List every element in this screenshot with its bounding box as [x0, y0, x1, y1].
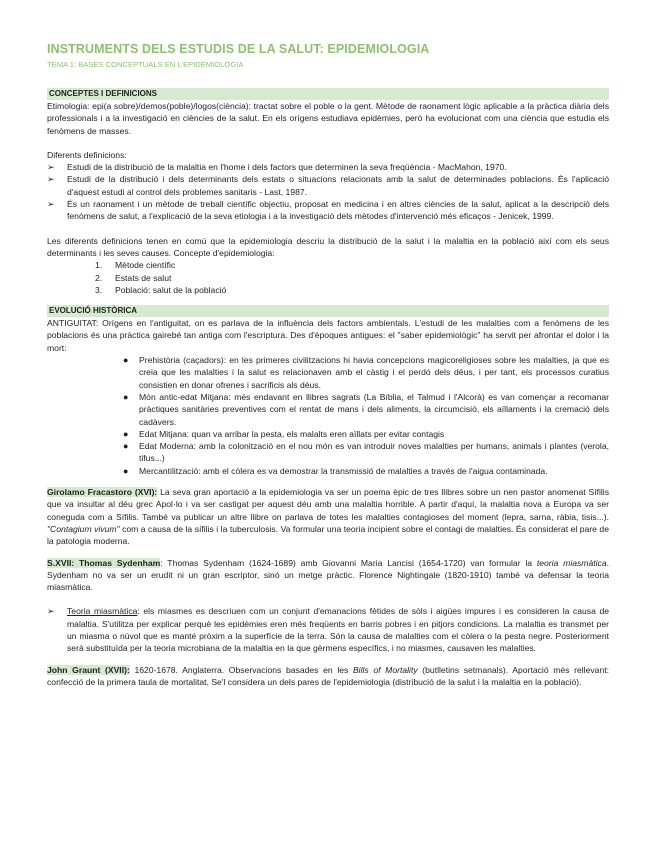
arrow-bullet-icon: ➢ — [47, 162, 55, 173]
list-item: ● Edat Moderna: amb la colonització en el nou món es van introduir noves malalties per humans, animals i plantes (verola, tifus...) — [123, 441, 609, 464]
list-item: ● Món antic-edat Mitjana: més endavant en llibres sagrats (La Bíblia, el Talmud i l'Alcorà) es van començar a recomanar pràctiques sanitàries preventives com el rentat de mans i dels aliments, la circumcisió, els aïllaments i la cremació dels cadàvers. — [123, 391, 609, 427]
document-subtitle: TEMA 1: BASES CONCEPTUALS EN L'EPIDEMIOLOGIA — [47, 60, 244, 69]
fracastoro-name: Girolamo Fracastoro (XVI): — [47, 487, 158, 498]
sydenham-paragraph: S.XVII: Thomas Sydenham: Thomas Sydenham (1624-1689) amb Giovanni Maria Lancisi (1654-1720) van formular la teoria miasmàtica. Sydenham no va ser un erudit ni un gran escriptor, sinó un metge pràctic. Florence Nightingale (1820-1910) també va defensar la teoria miasmàtica. — [47, 557, 610, 593]
dot-bullet-icon: ● — [123, 465, 129, 476]
etymology-paragraph: Etimologia: epi(a sobre)/demos(poble)/logos(ciència): tractat sobre el poble o la gent. Mètode de raonament lògic aplicable a la pràctica diària dels professionals i a la investigació en ciències de la salut. En els orígens estudiava epidèmies, però ha evolucionat com una ciència que estudia els fenòmens de masses. — [47, 101, 609, 136]
fracastoro-paragraph: Girolamo Fracastoro (XVI): La seva gran aportació a la epidemiologia va ser un poema èpic de tres llibres sobre un nen pastor anomenat Sífilis que va insultar al déu grec Apol·lo i va ser castigat per aquest déu amb una malaltia horrible. A partir d'aquí, la malaltia nova a Europa va ser coneguda com a Sífilis. També va publicar un altre llibre on parlava de totes les malalties contagioses del moment (lepra, sarna, ràbia, tisis...). "Contagium vivum" com a causa de la sífilis i la tuberculosis. Va formular una teoria incipient sobre el contagi de malalties. És considerat el pare de la patologia moderna. — [47, 487, 609, 547]
concept-list — [47, 259, 609, 296]
definitions-label: Diferents definicions: — [47, 149, 127, 160]
dot-bullet-icon: ● — [123, 441, 129, 452]
list-item: ➢ Teoria miasmàtica: els miasmes es descriuen com un conjunt d'emanacions fètides de sòls i aigües impures i es consideren la causa de malaltia. S'utilitza per explicar perquè les epidèmies eren més freqüents en barris pobres i en pitjors condicions. La malaltia es transmet per un miasma o núvol que es manté pròxim a la superfície de la terra. Són la causa de malalties com el còlera o la pesta negre. Posteriorment serà substituïda per la teoria microbiana de la malaltia en la que gèrmens específics, i no miasmes, causaven les malalties. — [47, 606, 609, 654]
contagium-vivum-quote: "Contagium vivum" — [47, 523, 120, 534]
list-item: 2. Estats de salut — [95, 272, 172, 283]
list-item: 1. Mètode científic — [95, 260, 176, 271]
dot-bullet-icon: ● — [123, 428, 129, 439]
list-item: ➢ És un raonament i un mètode de treball científic objectiu, proposat en medicina i en altres ciències de la salut, aplicat a la descripció dels fenòmens de salut, a l'explicació de la seva etiologia i a la investigació dels mètodes d'intervenció més eficaços - Jenicek, 1999. — [47, 199, 609, 222]
section-heading-concepts: CONCEPTES I DEFINICIONS — [47, 88, 609, 100]
miasma-list — [47, 605, 609, 654]
list-item: ● Mercantilització: amb el còlera es va demostrar la transmissió de malalties a través de l'aigua contaminada. — [123, 465, 548, 476]
section-heading-history: EVOLUCIÓ HISTÒRICA — [47, 305, 609, 317]
graunt-paragraph: John Graunt (XVII): 1620-1678. Anglaterra. Observacions basades en les Bills of Mortality (butlletins setmanals). Aportació més rellevant: confecció de la primera taula de mortalitat. Se'l considera un dels pares de l'epidemiologia (distribució de la salut i la malaltia en la població). — [47, 664, 609, 687]
dot-bullet-icon: ● — [123, 355, 129, 366]
list-item: ● Prehistòria (caçadors): en les primeres civilitzacions hi havia concepcions magicoreligioses sobre les malalties, ja que es creia que les malalties i la salut es relacionaven amb el càstig i el perdó dels déus, i per tant, els processos curatius consistien en donar ofrenes i sacrificis als déus. — [123, 355, 609, 390]
list-item: ➢ Estudi de la distribució i dels determinants dels estats o situacions relacionats amb la salut de determinades poblacions. És l'aplicació d'aquest estudi al control dels problemes sanitaris - Last, 1987. — [47, 174, 609, 197]
list-item: 3. Població: salut de la població — [95, 284, 227, 295]
eras-list — [47, 354, 609, 477]
dot-bullet-icon: ● — [123, 391, 129, 402]
document-title: INSTRUMENTS DELS ESTUDIS DE LA SALUT: EPIDEMIOLOGIA — [47, 42, 430, 56]
miasma-theory-label: Teoria miasmàtica — [67, 606, 138, 617]
sydenham-name: S.XVII: Thomas Sydenham — [47, 557, 161, 568]
arrow-bullet-icon: ➢ — [47, 606, 55, 617]
definitions-summary: Les diferents definicions tenen en comú que la epidemiologia descriu la distribució de la salut i la malaltia en la població així com els seus determinants i les seves causes. Concepte d'epidemiologia: — [47, 235, 609, 258]
list-item: ● Edat Mitjana: quan va arribar la pesta, els malalts eren aïllats per evitar contagis — [123, 428, 445, 439]
definitions-list — [47, 161, 609, 222]
list-item: ➢ Estudi de la distribució de la malaltia en l'home i dels factors que determinen la seva freqüència - MacMahon, 1970. — [47, 162, 507, 173]
arrow-bullet-icon: ➢ — [47, 174, 55, 185]
graunt-name: John Graunt (XVII): — [47, 664, 130, 675]
arrow-bullet-icon: ➢ — [47, 199, 55, 210]
antiquity-paragraph: ANTIGUITAT: Orígens en l'antiguitat, on es parlava de la influència dels factors ambientals. L'estudi de les malalties com a fenòmens de les poblacions és una pràctica gairebé tan antiga com l'escriptura. Des d'èpoques antigues: el "saber epidemiològic" ha servit per afrontar el dolor i la mort: — [47, 318, 609, 353]
